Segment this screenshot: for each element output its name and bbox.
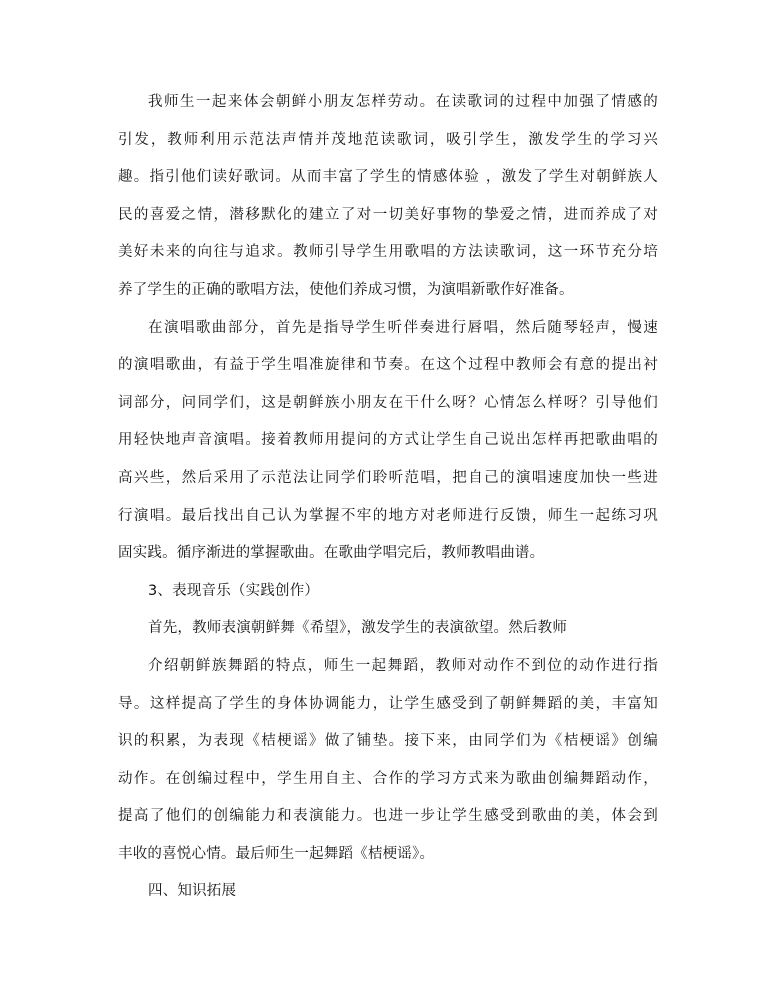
text-line: 的演唱歌曲，有益于学生唱准旋律和节奏。在这个过程中教师会有意的提出衬 <box>118 357 658 374</box>
text-line: 在演唱歌曲部分，首先是指导学生听伴奏进行唇唱，然后随琴轻声，慢速 <box>148 319 658 336</box>
text-line: 养了学生的正确的歌唱方法，使他们养成习惯，为演唱新歌作好准备。 <box>118 281 574 298</box>
text-line: 固实践。循序渐进的掌握歌曲。在歌曲学唱完后，教师教唱曲谱。 <box>118 545 545 562</box>
text-line: 导。这样提高了学生的身体协调能力，让学生感受到了朝鲜舞蹈的美，丰富知 <box>118 695 658 712</box>
text-line: 美好未来的向往与追求。教师引导学生用歌唱的方法读歌词，这一环节充分培 <box>118 244 658 261</box>
text-line: 民的喜爱之情，潜移默化的建立了对一切美好事物的挚爱之情，进而养成了对 <box>118 206 658 223</box>
text-line: 高兴些，然后采用了示范法让同学们聆听范唱，把自己的演唱速度加快一些进 <box>118 469 658 486</box>
text-line: 四、知识拓展 <box>148 883 237 900</box>
text-line: 3、表现音乐（实践创作） <box>148 582 320 599</box>
text-line: 动作。在创编过程中，学生用自主、合作的学习方式来为歌曲创编舞蹈动作， <box>118 770 658 787</box>
text-line: 丰收的喜悦心情。最后师生一起舞蹈《桔梗谣》。 <box>118 845 435 862</box>
text-line: 提高了他们的创编能力和表演能力。也进一步让学生感受到歌曲的美，体会到 <box>118 808 658 825</box>
text-line: 用轻快地声音演唱。接着教师用提问的方式让学生自己说出怎样再把歌曲唱的 <box>118 432 658 449</box>
text-line: 趣。指引他们读好歌词。从而丰富了学生的情感体验 ，激发了学生对朝鲜族人 <box>118 169 658 186</box>
text-line: 词部分，问同学们，这是朝鲜族小朋友在干什么呀？心情怎么样呀？引导他们 <box>118 394 658 411</box>
text-line: 首先，教师表演朝鲜舞《希望》，激发学生的表演欲望。然后教师 <box>148 620 568 637</box>
text-line: 引发，教师利用示范法声情并茂地范读歌词，吸引学生，激发学生的学习兴 <box>118 131 658 148</box>
text-line: 识的积累，为表现《桔梗谣》做了铺垫。接下来，由同学们为《桔梗谣》创编 <box>118 733 658 750</box>
text-line: 介绍朝鲜族舞蹈的特点，师生一起舞蹈，教师对动作不到位的动作进行指 <box>148 657 658 674</box>
text-line: 我师生一起来体会朝鲜小朋友怎样劳动。在读歌词的过程中加强了情感的 <box>148 94 658 110</box>
text-line: 行演唱。最后找出自己认为掌握不牢的地方对老师进行反馈，师生一起练习巩 <box>118 507 658 524</box>
document-body <box>118 88 658 915</box>
